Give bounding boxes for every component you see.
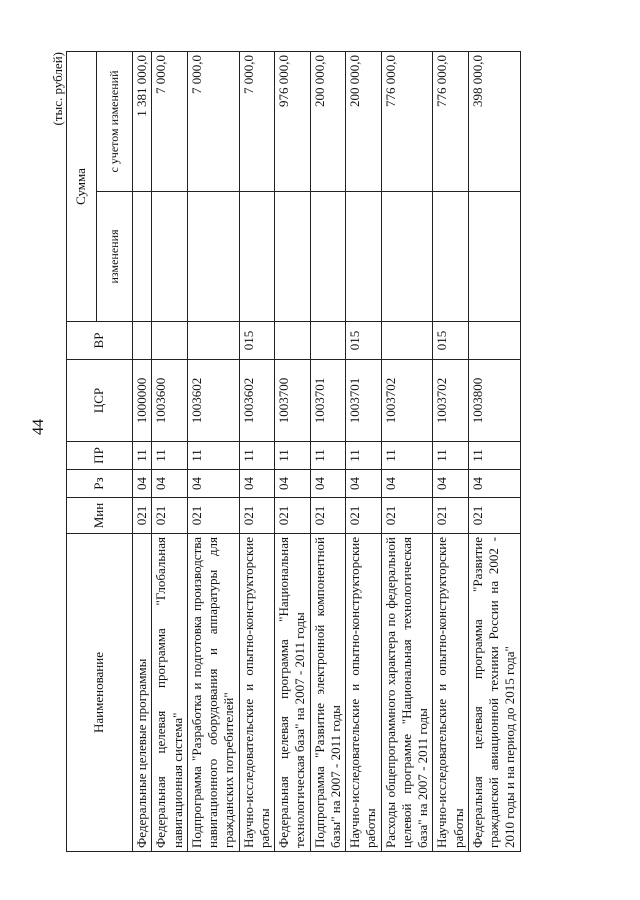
- row-rz: 04: [381, 470, 433, 498]
- row-vr: [381, 322, 433, 360]
- row-csr: 1000000: [133, 360, 152, 442]
- row-min: 021: [239, 498, 275, 534]
- row-pr: 11: [133, 442, 152, 470]
- row-vr: 015: [346, 322, 382, 360]
- row-changes: [239, 192, 275, 322]
- header-sum: Сумма: [67, 52, 97, 322]
- row-csr: 1003700: [275, 360, 311, 442]
- row-vr: [310, 322, 346, 360]
- row-name: Федеральная целевая программа "Национальная технологическая база" на 2007 - 2011 годы: [275, 534, 311, 852]
- row-csr: 1003602: [187, 360, 239, 442]
- row-changes: [275, 192, 311, 322]
- row-rz: 04: [187, 470, 239, 498]
- row-min: 021: [346, 498, 382, 534]
- row-csr: 1003701: [346, 360, 382, 442]
- row-csr: 1003702: [433, 360, 469, 442]
- row-min: 021: [310, 498, 346, 534]
- row-vr: [152, 322, 188, 360]
- table-row: [133, 52, 152, 852]
- row-name: Подпрограмма "Развитие электронной компонентной базы" на 2007 - 2011 годы: [310, 534, 346, 852]
- row-total: 776 000,0: [381, 52, 433, 192]
- row-name: Федеральная целевая программа "Развитие гражданской авиационной техники России на 2002 - 2010 годы и на период до 2015 года": [468, 534, 520, 852]
- header-min: Мин: [67, 498, 133, 534]
- row-changes: [187, 192, 239, 322]
- row-vr: [187, 322, 239, 360]
- row-vr: [133, 322, 152, 360]
- row-name: Научно-исследовательские и опытно-конструкторские работы: [433, 534, 469, 852]
- row-rz: 04: [433, 470, 469, 498]
- row-rz: 04: [346, 470, 382, 498]
- budget-table: [66, 51, 521, 852]
- row-name: Расходы общепрограммного характера по федеральной целевой программе "Национальная технологическая база" на 2007 - 2011 годы: [381, 534, 433, 852]
- row-changes: [152, 192, 188, 322]
- row-changes: [310, 192, 346, 322]
- row-pr: 11: [346, 442, 382, 470]
- table-row: [346, 52, 382, 852]
- row-csr: 1003701: [310, 360, 346, 442]
- table-row: [310, 52, 346, 852]
- row-min: 021: [187, 498, 239, 534]
- row-name: Научно-исследовательские и опытно-конструкторские работы: [239, 534, 275, 852]
- page-number: 44: [30, 419, 47, 435]
- row-changes: [433, 192, 469, 322]
- row-csr: 1003602: [239, 360, 275, 442]
- row-csr: 1003600: [152, 360, 188, 442]
- row-vr: 015: [433, 322, 469, 360]
- table-row: [468, 52, 520, 852]
- header-changes: изменения: [97, 192, 133, 322]
- row-total: 976 000,0: [275, 52, 311, 192]
- row-pr: 11: [187, 442, 239, 470]
- row-min: 021: [381, 498, 433, 534]
- header-with-changes: с учетом изменений: [97, 52, 133, 192]
- table-row: [275, 52, 311, 852]
- row-total: 7 000,0: [187, 52, 239, 192]
- table-row: [381, 52, 433, 852]
- table-row: [239, 52, 275, 852]
- rotated-page-content: [50, 52, 590, 852]
- header-name: Наименование: [67, 534, 133, 852]
- row-total: 398 000,0: [468, 52, 520, 192]
- row-total: 7 000,0: [152, 52, 188, 192]
- row-csr: 1003800: [468, 360, 520, 442]
- header-rz: Рз: [67, 470, 133, 498]
- table-row: [152, 52, 188, 852]
- row-changes: [468, 192, 520, 322]
- row-vr: [468, 322, 520, 360]
- row-total: 200 000,0: [310, 52, 346, 192]
- row-rz: 04: [310, 470, 346, 498]
- row-pr: 11: [468, 442, 520, 470]
- row-min: 021: [152, 498, 188, 534]
- row-changes: [133, 192, 152, 322]
- row-changes: [381, 192, 433, 322]
- row-name: Подпрограмма "Разработка и подготовка производства навигационного оборудования и аппаратуры для гражданских потребителей": [187, 534, 239, 852]
- row-min: 021: [433, 498, 469, 534]
- row-pr: 11: [275, 442, 311, 470]
- row-rz: 04: [239, 470, 275, 498]
- header-vr: ВР: [67, 322, 133, 360]
- units-note: (тыс. рублей): [50, 52, 65, 126]
- row-total: 200 000,0: [346, 52, 382, 192]
- row-pr: 11: [239, 442, 275, 470]
- row-min: 021: [468, 498, 520, 534]
- row-name: Федеральная целевая программа "Глобальная навигационная система": [152, 534, 188, 852]
- row-name: Федеральные целевые программы: [133, 534, 152, 852]
- row-min: 021: [133, 498, 152, 534]
- row-name: Научно-исследовательские и опытно-конструкторские работы: [346, 534, 382, 852]
- row-changes: [346, 192, 382, 322]
- row-vr: 015: [239, 322, 275, 360]
- row-min: 021: [275, 498, 311, 534]
- row-total: 776 000,0: [433, 52, 469, 192]
- row-vr: [275, 322, 311, 360]
- row-csr: 1003702: [381, 360, 433, 442]
- row-pr: 11: [381, 442, 433, 470]
- row-pr: 11: [310, 442, 346, 470]
- row-rz: 04: [275, 470, 311, 498]
- table-row: [187, 52, 239, 852]
- header-csr: ЦСР: [67, 360, 133, 442]
- header-pr: ПР: [67, 442, 133, 470]
- row-pr: 11: [152, 442, 188, 470]
- row-total: 1 381 000,0: [133, 52, 152, 192]
- row-rz: 04: [133, 470, 152, 498]
- row-rz: 04: [152, 470, 188, 498]
- row-rz: 04: [468, 470, 520, 498]
- row-pr: 11: [433, 442, 469, 470]
- row-total: 7 000,0: [239, 52, 275, 192]
- table-row: [433, 52, 469, 852]
